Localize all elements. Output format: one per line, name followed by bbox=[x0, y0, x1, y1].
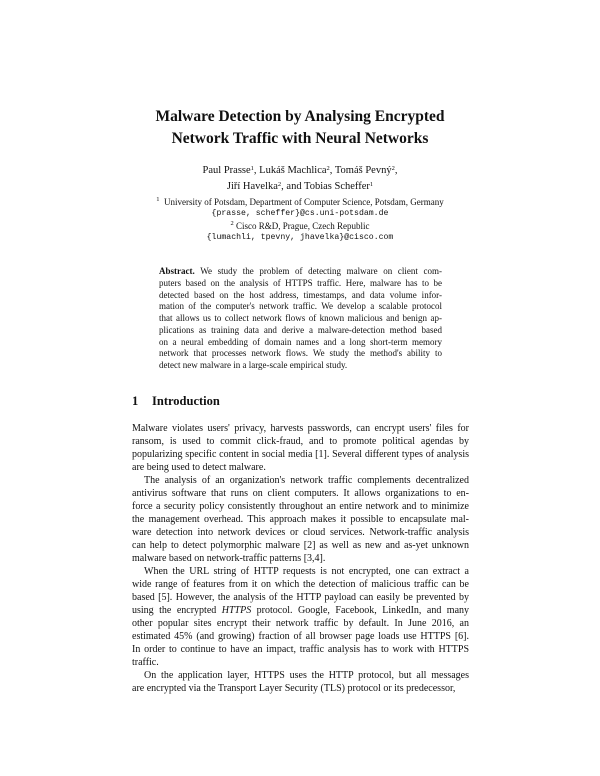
affiliation-line bbox=[100, 220, 500, 232]
affiliation-email: {prasse, scheffer}@cs.uni-potsdam.de bbox=[211, 209, 389, 218]
paragraph bbox=[132, 422, 469, 474]
paragraph bbox=[132, 474, 469, 565]
paragraph-line: In order to continue to have an impact, traffic analysis has to work with HTTPS bbox=[132, 644, 469, 655]
emphasis: HTTPS bbox=[221, 605, 252, 616]
author-affil-mark: 1 bbox=[369, 181, 374, 188]
abstract bbox=[159, 266, 442, 372]
abstract-line: detected based on the host address, timestamps, and data volume infor- bbox=[159, 289, 442, 300]
abstract-line: puters based on the analysis of HTTPS traffic. Here, malware has to be bbox=[159, 277, 442, 288]
affil-mark: 2 bbox=[230, 220, 234, 227]
abstract-line: on a neural embedding of domain names and a long short-term memory bbox=[159, 336, 442, 347]
author-line: Paul Prasse$^1$, Lukáš Machlica$^2$, Tomáš Pevný$^2$, bbox=[202, 165, 398, 176]
author-name: Paul Prasse bbox=[202, 165, 251, 176]
paragraph-line: using the encrypted HTTPS protocol. Google, Facebook, LinkedIn, and many bbox=[132, 605, 470, 616]
section-number: 1 bbox=[132, 394, 139, 408]
abstract-line: plications as training data and derive a malware-detection method based bbox=[159, 324, 442, 335]
paragraph-line: are encrypted via the Transport Layer Security (TLS) protocol or its predecessor, bbox=[132, 683, 456, 694]
affiliation-email: {lumachli, tpevny, jhavelka}@cisco.com bbox=[206, 233, 394, 242]
abstract-line bbox=[159, 266, 442, 278]
author-affil-mark: 2 bbox=[391, 165, 395, 172]
paragraph-line: The analysis of an organization's network traffic complements decentralized bbox=[144, 475, 469, 486]
abstract-text: We study the problem of detecting malware on client com- bbox=[200, 266, 442, 276]
abstract-line: network that processes network flows. We study the method's ability to bbox=[159, 348, 442, 359]
affiliation-name: University of Potsdam, Department of Computer Science, Potsdam, Germany bbox=[164, 197, 444, 207]
author-conjunction: and bbox=[286, 181, 302, 192]
section-heading bbox=[132, 394, 220, 409]
affil-mark: 1 bbox=[156, 196, 160, 203]
paper-title bbox=[100, 106, 500, 150]
abstract-line: detect new malware in a large-scale empirical study. bbox=[159, 360, 348, 370]
paragraph-line: wide range of features from it on which the detection of malicious traffic can be bbox=[132, 579, 469, 590]
paragraph-line: estimated 45% (and growing) fraction of all browser page loads use HTTPS [6]. bbox=[132, 631, 469, 642]
paragraph-line: Malware violates users' privacy, harvests passwords, can encrypt users' files for bbox=[132, 423, 469, 434]
abstract-line: mation of the computer's network traffic. We develop a scalable protocol bbox=[159, 301, 442, 312]
author-name: Lukáš Machlica bbox=[259, 165, 327, 176]
author-name: Jiří Havelka bbox=[226, 181, 278, 192]
author-affil-mark: 2 bbox=[326, 165, 330, 172]
affiliation-line bbox=[100, 196, 500, 208]
paragraph-line: On the application layer, HTTPS uses the HTTP protocol, but all messages bbox=[144, 670, 469, 681]
paragraph bbox=[132, 565, 469, 669]
author-name: Tobias Scheffer bbox=[304, 181, 370, 192]
paragraph-line: popularizing specific content in social media [1]. Several different types of analysis bbox=[132, 449, 469, 460]
paragraph bbox=[132, 669, 469, 695]
abstract-label: Abstract. bbox=[159, 266, 195, 276]
paragraph-line: traffic. bbox=[132, 657, 159, 668]
title-line: Malware Detection by Analysing Encrypted bbox=[155, 108, 445, 125]
author-line: Jiří Havelka$^2$, and Tobias Scheffer$^1$ bbox=[226, 181, 374, 192]
section-title: Introduction bbox=[152, 394, 220, 408]
paragraph-line: When the URL string of HTTP requests is not encrypted, one can extract a bbox=[144, 566, 469, 577]
author-name: Tomáš Pevný bbox=[334, 165, 392, 176]
paragraph-line: are being used to detect malware. bbox=[132, 462, 266, 473]
abstract-line: that allows us to collect network flows of known malicious and benign ap- bbox=[159, 313, 442, 323]
affiliation-name: Cisco R&D, Prague, Czech Republic bbox=[236, 221, 370, 231]
title-line: Network Traffic with Neural Networks bbox=[171, 130, 429, 147]
author-affil-mark: 1 bbox=[250, 165, 254, 172]
paragraph-line: force a security policy consistently throughout an entire network and to minimize bbox=[132, 501, 469, 512]
body-text bbox=[132, 422, 469, 695]
author-affil-mark: 2 bbox=[277, 181, 282, 188]
paragraph-line: can help to detect polymorphic malware [2] as well as new and as-yet unknown bbox=[132, 540, 469, 551]
author-list bbox=[100, 163, 500, 195]
paragraph-line: malware based on network-traffic patterns [3,4]. bbox=[132, 553, 326, 564]
paragraph-line: ransom, is used to commit click-fraud, and to promote political agendas by bbox=[132, 436, 469, 447]
affiliations bbox=[100, 196, 500, 244]
paragraph-line: other popular sites encrypt their network traffic by default. In June 2016, an bbox=[132, 618, 469, 629]
paragraph-line: based [5]. However, the analysis of the HTTP payload can easily be prevented by bbox=[132, 592, 469, 603]
paragraph-line: ware detection into network devices or cloud services. Network-traffic analysis bbox=[132, 527, 469, 538]
paragraph-line: the management overhead. This approach makes it possible to encapsulate mal- bbox=[132, 514, 469, 525]
paragraph-line: antivirus software that runs on client computers. It allows organizations to en- bbox=[132, 488, 469, 499]
